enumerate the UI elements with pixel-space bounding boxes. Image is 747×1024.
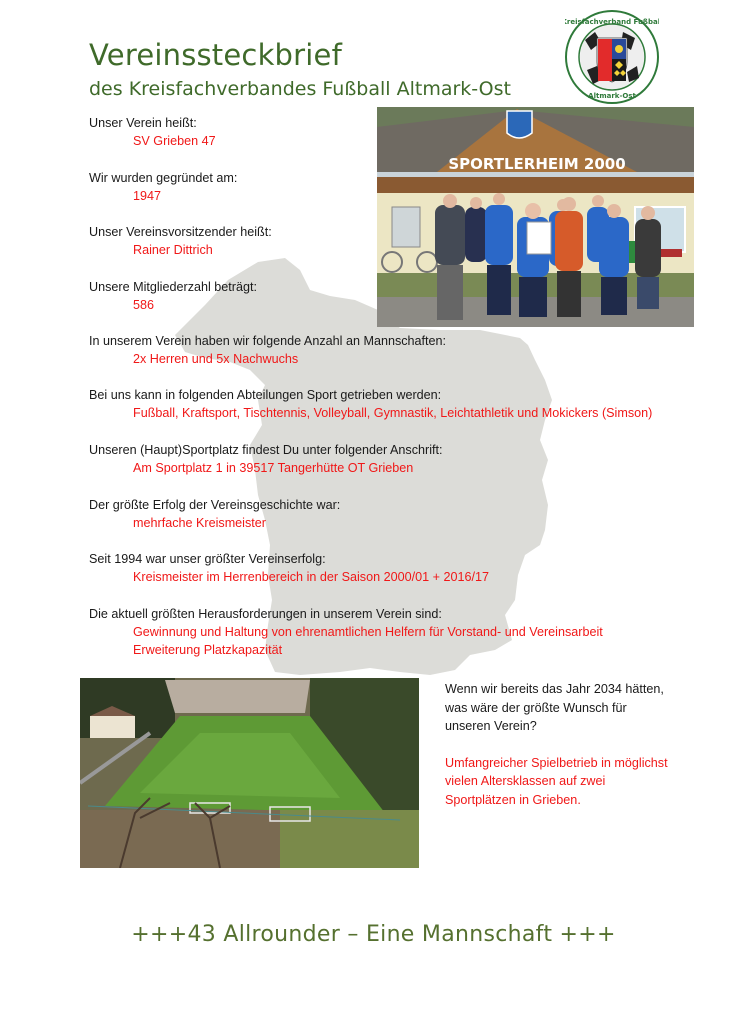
svg-text:Altmark-Ost: Altmark-Ost [588,92,636,100]
page-title: Vereinssteckbrief [89,38,343,72]
profile-entry [89,386,652,422]
association-logo [565,10,659,104]
profile-question: Unser Verein heißt: [89,116,197,130]
future-wish-question: Wenn wir bereits das Jahr 2034 hätten, was wäre der größte Wunsch für unseren Verein? [445,682,664,733]
clubhouse-team-photo [377,107,694,327]
profile-question: Die aktuell größten Herausforderungen in unserem Verein sind: [89,607,442,621]
profile-entry [89,278,257,314]
svg-text:Kreisfachverband Fußball: Kreisfachverband Fußball [565,18,659,26]
profile-entry [89,496,340,532]
profile-answer: Gewinnung und Haltung von ehrenamtlichen Helfern für Vorstand- und Vereinsarbeit [133,625,603,639]
profile-entry [89,441,443,477]
future-wish-answer: Umfangreicher Spielbetrieb in möglichst vielen Altersklassen auf zwei Sportplätzen in Grieben. [445,755,668,807]
page-subtitle: des Kreisfachverbandes Fußball Altmark-Ost [89,78,511,100]
profile-question: Unsere Mitgliederzahl beträgt: [89,280,257,294]
profile-answer: 586 [133,298,155,312]
profile-answer: Kreismeister im Herrenbereich in der Saison 2000/01 + 2016/17 [133,570,489,584]
profile-answer: Fußball, Kraftsport, Tischtennis, Volleyball, Gymnastik, Leichtathletik und Mokickers (Simson) [133,406,653,420]
profile-question: In unserem Verein haben wir folgende Anzahl an Mannschaften: [89,334,447,348]
aerial-field-photo [80,678,419,868]
profile-answer: SV Grieben 47 [133,134,216,148]
clubhouse-sign: SPORTLERHEIM 2000 [448,155,626,173]
profile-entry [89,169,237,205]
profile-question: Wir wurden gegründet am: [89,171,238,185]
association-crest-icon [565,10,659,104]
profile-question: Unseren (Haupt)Sportplatz findest Du unter folgender Anschrift: [89,443,443,457]
profile-answer: Rainer Dittrich [133,243,213,257]
profile-question: Der größte Erfolg der Vereinsgeschichte war: [89,498,341,512]
profile-entry [89,114,216,150]
profile-entry [89,332,446,368]
profile-question: Unser Vereinsvorsitzender heißt: [89,225,272,239]
profile-question: Bei uns kann in folgenden Abteilungen Sport getrieben werden: [89,388,442,402]
profile-question: Seit 1994 war unser größter Vereinserfolg: [89,552,326,566]
profile-entry [89,605,603,659]
profile-answer: 2x Herren und 5x Nachwuchs [133,352,299,366]
profile-entry [89,550,489,586]
future-wish-block [445,680,675,809]
footer-motto: +++43 Allrounder – Eine Mannschaft +++ [131,922,616,947]
profile-answer: Erweiterung Platzkapazität [133,643,283,657]
profile-answer: Am Sportplatz 1 in 39517 Tangerhütte OT Grieben [133,461,414,475]
profile-answer: 1947 [133,189,162,203]
profile-entry [89,223,272,259]
profile-answer: mehrfache Kreismeister [133,516,266,530]
